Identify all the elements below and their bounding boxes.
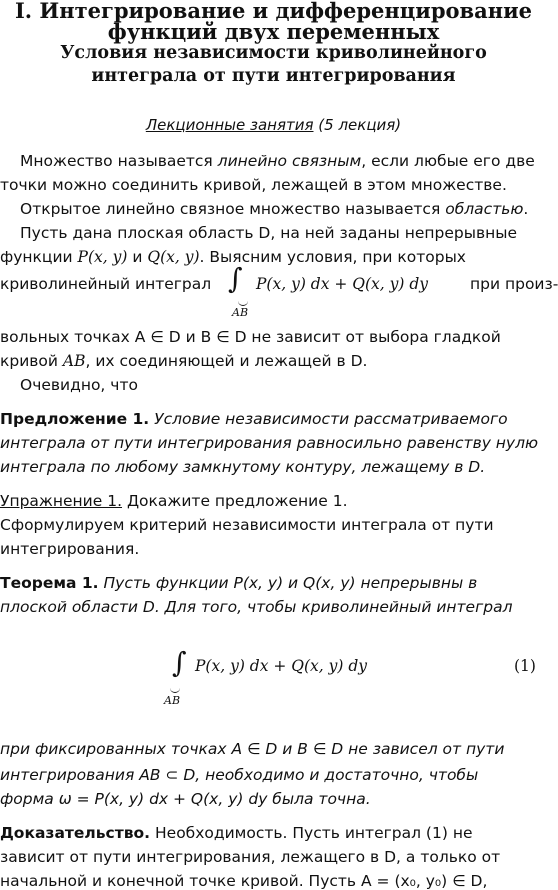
p3-and: и [127, 248, 148, 266]
integral-sub-display: AB [164, 694, 181, 707]
criterion-line-2: интегрирования. [0, 540, 140, 558]
theorem-line-2: плоской области D. Для того, чтобы криволинейный интеграл [0, 598, 513, 616]
proof-line-2: зависит от пути интегрирования, лежащего в D, а только от [0, 848, 501, 866]
p1-term: линейно связным [217, 152, 362, 170]
exercise-label: Упражнение 1. [0, 492, 123, 510]
p3-text-b: . Выясним условия, при которых [199, 248, 466, 266]
p3-line-1: Пусть дана плоская область D, на ней заданы непрерывные [20, 224, 518, 242]
title-line-1: I. Интегрирование и дифференцирование [14, 0, 533, 23]
theorem-line-5: форма ω = P(x, y) dx + Q(x, y) dy была точна. [0, 790, 371, 808]
p3-l3-text-b: при произ- [470, 275, 558, 293]
proof-label: Доказательство. [0, 824, 151, 842]
proposition-line-2: интеграла от пути интегрирования равносильно равенству нулю [0, 434, 539, 452]
integral-sign-display: ∫ [172, 646, 187, 679]
integral-sub-inline: AB [232, 306, 249, 319]
p1-line-1 [0, 152, 540, 170]
p3-P: P(x, y) [77, 248, 128, 266]
subtitle-line-1: Условия независимости криволинейного [60, 43, 487, 63]
p3-l5-AB: AB [62, 352, 86, 370]
inline-integrand: P(x, y) dx + Q(x, y) dy [256, 275, 429, 293]
title-line-2: функций двух переменных [107, 19, 440, 44]
lecture-heading [0, 116, 547, 134]
theorem-line-1 [0, 574, 540, 592]
proposition-label: Предложение 1. [0, 410, 150, 428]
p3-l3-text-a: криволинейный интеграл [0, 275, 212, 293]
lecture-label: Лекционные занятия [145, 116, 314, 134]
equation-number: (1) [514, 657, 536, 675]
p4-line: Очевидно, что [20, 376, 138, 394]
p1-text-b: , если любые его две [361, 152, 535, 170]
theorem-label: Теорема 1. [0, 574, 99, 592]
theorem-line-4: интегрирования AB ⊂ D, необходимо и достаточно, чтобы [0, 766, 479, 784]
p2-text-a: Открытое линейно связное множество называется [20, 200, 446, 218]
p2-line [0, 200, 540, 218]
arc-mark-display [170, 687, 180, 693]
p3-line-4: вольных точках A ∈ D и B ∈ D не зависит от выбора гладкой [0, 328, 501, 346]
proposition-line-3: интеграла по любому замкнутому контуру, лежащему в D. [0, 458, 486, 476]
p1-line-2: точки можно соединить кривой, лежащей в этом множестве. [0, 176, 507, 194]
proof-line-1 [0, 824, 540, 842]
p3-line-5 [0, 352, 540, 370]
proposition-line-1 [0, 410, 540, 428]
lecture-number: (5 лекция) [318, 116, 402, 134]
p2-term: областью [445, 200, 524, 218]
p3-l5-text-a: кривой [0, 352, 63, 370]
proposition-text-1: Условие независимости рассматриваемого [154, 410, 508, 428]
p3-text-a: функции [0, 248, 78, 266]
exercise-text: Докажите предложение 1. [122, 492, 348, 510]
p3-l5-text-b: , их соединяющей и лежащей в D. [85, 352, 368, 370]
integral-sign-inline: ∫ [228, 262, 243, 295]
p3-line-2 [0, 248, 540, 266]
exercise-line [0, 492, 540, 510]
proof-line-3: начальной и конечной точке кривой. Пусть A = (x₀, y₀) ∈ D, [0, 872, 488, 890]
p3-Q: Q(x, y) [147, 248, 200, 266]
p2-text-b: . [523, 200, 529, 218]
criterion-line-1: Сформулируем критерий независимости интеграла от пути [0, 516, 494, 534]
display-integrand: P(x, y) dx + Q(x, y) dy [195, 657, 368, 675]
theorem-text-1: Пусть функции P(x, y) и Q(x, y) непрерывны в [103, 574, 478, 592]
proof-text-1: Необходимость. Пусть интеграл (1) не [150, 824, 473, 842]
theorem-line-3: при фиксированных точках A ∈ D и B ∈ D не зависел от пути [0, 740, 505, 758]
subtitle-line-2: интеграла от пути интегрирования [91, 66, 456, 86]
p1-text-a: Множество называется [20, 152, 218, 170]
